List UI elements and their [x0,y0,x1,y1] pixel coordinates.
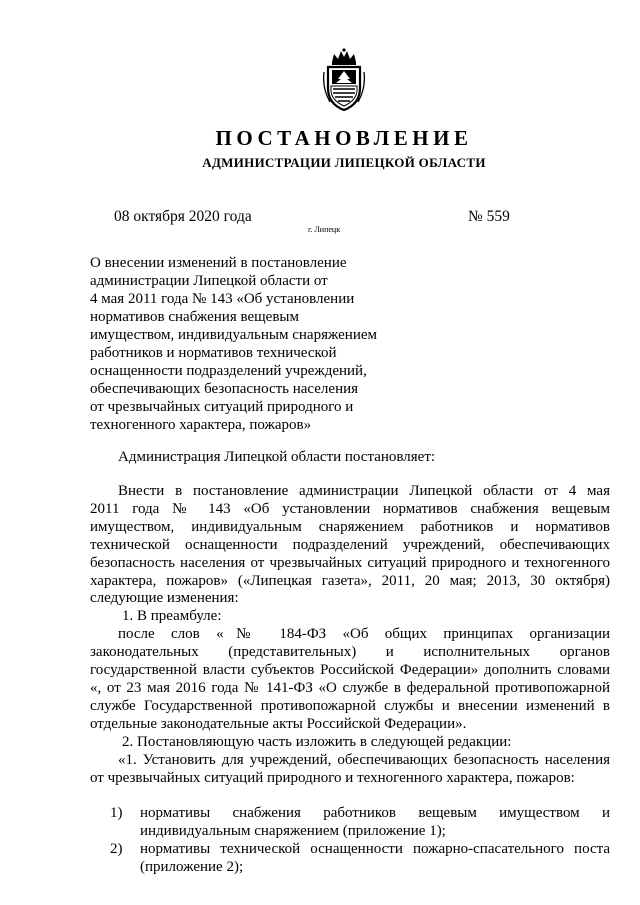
list-item [90,841,610,877]
list-item-text [140,805,610,841]
body-line: Внести в постановление администрации Липецкой области от 4 мая [118,483,610,499]
body-line: «, от 23 мая 2016 года № 141-ФЗ «О службе в федеральной противопожарной [90,679,610,696]
coat-of-arms-icon [322,48,366,112]
heading-line: 4 мая 2011 года № 143 «Об установлении [90,291,355,307]
body-line: законодательных (представительных) и исполнительных органов [90,644,610,661]
body-line: безопасность населения от чрезвычайных ситуаций природного и техногенного [90,554,610,571]
document-title: ПОСТАНОВЛЕНИЕ [215,126,473,150]
list-item-number: 1) [110,805,123,822]
body-line: 2. Постановляющую часть изложить в следующей редакции: [122,733,512,750]
list-item-line: (приложение 2); [140,859,244,876]
issuing-authority: АДМИНИСТРАЦИИ ЛИПЕЦКОЙ ОБЛАСТИ [202,155,486,170]
heading-line: работников и нормативов технической [90,345,337,361]
heading-line: имуществом, индивидуальным снаряжением [90,327,377,343]
heading-line: администрации Липецкой области от [90,273,328,289]
document-city: г. Липецк [308,225,341,234]
list-item-line: нормативы снабжения работников вещевым имуществом и [140,805,610,822]
heading-line: от чрезвычайных ситуаций природного и [90,399,354,415]
body-line: технической оснащенности подразделений учреждений, обеспечивающих [90,536,610,553]
list-item [90,805,610,841]
paragraph-gap [90,787,610,805]
body-line: от чрезвычайных ситуаций природного и техногенного характера, пожаров: [90,769,575,786]
list-item-line: индивидуальным снаряжением (приложение 1); [140,823,446,840]
document-number: № 559 [468,208,510,225]
body-line: государственной власти субъектов Российской Федерации» дополнить словами [90,662,610,679]
body-line: имуществом, индивидуальным снаряжением работников и нормативов [90,518,610,535]
heading-line: обеспечивающих безопасность населения [90,381,359,397]
document-date: 08 октября 2020 года [114,208,252,225]
list-item-number: 2) [110,841,123,858]
list-item-text [140,841,610,877]
body-line: характера, пожаров» («Липецкая газета», 2011, 20 мая; 2013, 30 октября) [90,572,610,589]
heading-line: нормативов снабжения вещевым [90,309,299,325]
body-line: службе Государственной противопожарной службы и внесении изменений в [90,697,610,714]
body-line: «1. Установить для учреждений, обеспечивающих безопасность населения [118,751,610,768]
body-line: следующие изменения: [90,590,239,607]
body-line: 2011 года № 143 «Об установлении нормативов снабжения вещевым [90,500,610,517]
preamble: Администрация Липецкой области постановляет: [118,449,436,465]
document-heading [90,254,390,434]
document-body [90,483,610,877]
heading-line: оснащенности подразделений учреждений, [90,363,367,379]
body-line: 1. В преамбуле: [122,608,222,625]
body-line: после слов «№ 184-ФЗ «Об общих принципах организации [118,626,610,643]
list-item-line: нормативы технической оснащенности пожарно-спасательного поста [140,841,610,858]
heading-line: О внесении изменений в постановление [90,255,347,271]
heading-line: техногенного характера, пожаров» [90,417,312,433]
body-line: отдельные законодательные акты Российской Федерации». [90,715,467,732]
